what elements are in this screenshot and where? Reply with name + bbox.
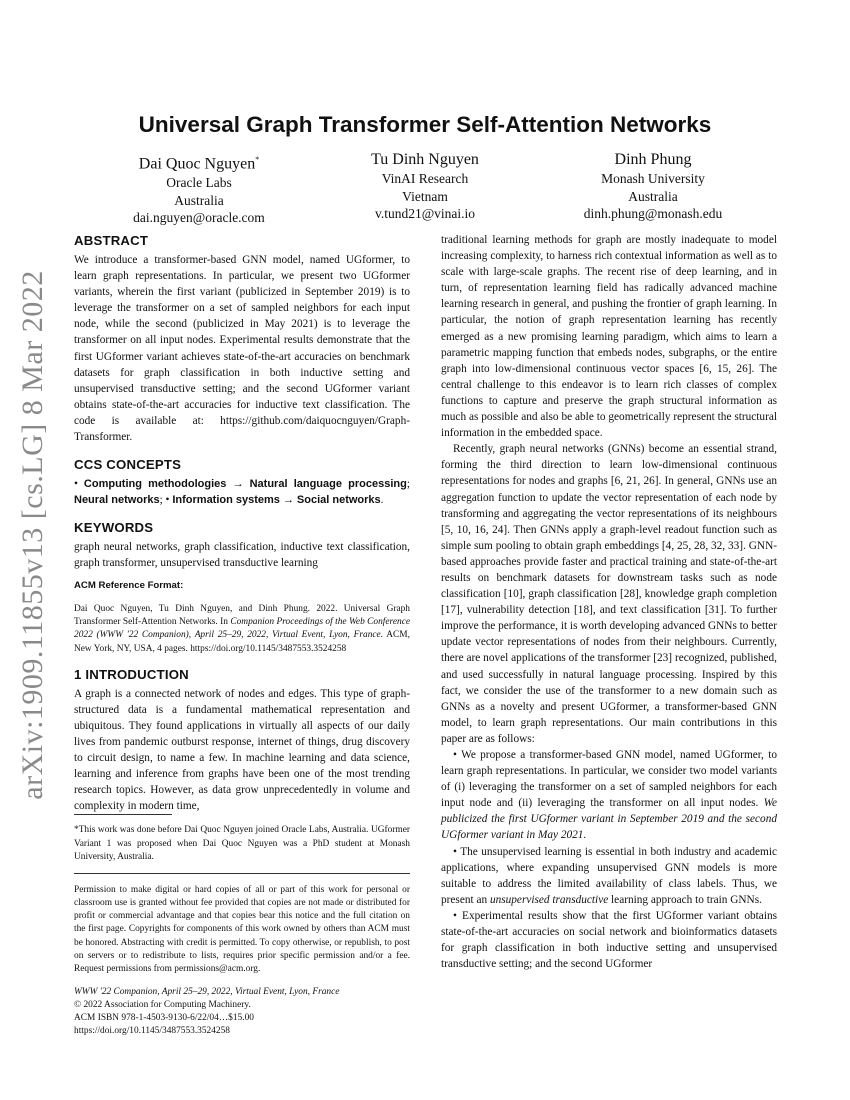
keywords-text: graph neural networks, graph classification, inductive text classification, graph transformer, unsupervised transductive learning <box>74 541 410 570</box>
ccs-text: • Computing methodologies → Natural language processing; Neural networks; • Information systems → Social networks. <box>74 478 411 507</box>
footnote-rule <box>74 814 172 815</box>
author-email: v.tund21@vinai.io <box>374 206 476 221</box>
author-affiliation: Oracle Labs <box>166 175 232 191</box>
author-footnote-mark: * <box>255 155 260 164</box>
copyright-line: © 2022 Association for Computing Machinery. <box>74 999 251 1010</box>
permission-notice: Permission to make digital or hard copies of all or part of this work for personal or classroom use is granted without fee provided that copies are not made or distributed for profit or commercial advantage and that copies bear this notice and the full citation on the first page. Copyrights for components of this work owned by others than ACM must be honored. Abstracting with credit is permitted. To copy otherwise, or republish, to post on servers or to redistribute to lists, requires prior specific permission and/or a fee. Request permissions from permissions@acm.org. <box>74 884 410 974</box>
section-heading: 1 INTRODUCTION <box>74 666 189 682</box>
footnote: *This work was done before Dai Quoc Nguyen joined Oracle Labs, Australia. UGformer Variant 1 was proposed when Dai Quoc Nguyen was a PhD student at Monash University, Australia. <box>74 825 410 862</box>
author-name: Tu Dinh Nguyen <box>371 151 479 168</box>
author-2 <box>300 150 550 223</box>
arxiv-stamp: arXiv:1909.11855v13 [cs.LG] 8 Mar 2022 <box>16 270 49 800</box>
section-heading: KEYWORDS <box>74 520 154 536</box>
introduction-section <box>74 666 410 815</box>
isbn-line: ACM ISBN 978-1-4503-9130-6/22/04…$15.00 <box>74 1013 254 1023</box>
right-column <box>441 232 777 972</box>
author-affiliation: VinAI Research <box>381 171 469 186</box>
acm-reference-heading: ACM Reference Format: <box>74 579 184 591</box>
contribution-bullet-2: • The unsupervised learning is essential in both industry and academic applications, where expanding unsupervised GNN models is more suitable to address the limited availability of class labels. Thus, we present an unsupervised transductive learning approach to train GNNs. <box>441 845 777 906</box>
author-country: Australia <box>174 192 224 208</box>
section-heading: ABSTRACT <box>74 233 149 248</box>
contribution-bullet-3: • Experimental results show that the first UGformer variant obtains state-of-the-art accuracies on social network and bioinformatics datasets for graph classification in both inductive setting and unsupervised transductive setting; and the second UGformer <box>441 909 777 971</box>
abstract-text: We introduce a transformer-based GNN model, named UGformer, to learn graph representations. In particular, we present two UGformer variants, wherein the first variant (publicized in September 2019) is to leverage the transformer on a set of sampled neighbors for each input node, while the second (publicized in May 2021) is to leverage the transformer on all input nodes. Experimental results demonstrate that the first UGformer variant achieves state-of-the-art accuracies on benchmark datasets for graph classification in both inductive setting and unsupervised transductive setting; and the second UGformer variant obtains state-of-the-art accuracies for inductive text classification. The code is available at: https://github.com/daiquocnguyen/Graph-Transformer. <box>74 254 410 444</box>
right-paragraph-1: traditional learning methods for graph are mostly inadequate to model increasing complexity, to harness rich contextual information as well as to scale with large-scale graphs. The recent rise of deep learning, and in turn, of representation learning field has radically advanced machine learning research in general, and pushing the frontier of graph learning. In particular, the notion of graph representation learning has recently emerged as a new promising learning paradigm, which aims to learn a parametric mapping function that embeds nodes, subgraphs, or the entire graph into low-dimensional continuous vector spaces [6, 15, 26]. The central challenge to this endeavor is to learn rich classes of complex functions to capture and preserve the graph structural information as much as possible and also be able to geometrically represent the structural information in the embedded space. <box>441 234 777 440</box>
author-name: Dai Quoc Nguyen <box>138 155 256 173</box>
venue-line: WWW '22 Companion, April 25–29, 2022, Virtual Event, Lyon, France <box>74 986 340 997</box>
left-column <box>74 232 410 826</box>
author-name: Dinh Phung <box>614 151 692 168</box>
permission-rule <box>74 873 410 874</box>
author-1 <box>74 150 324 227</box>
intro-paragraph: A graph is a connected network of nodes and edges. This type of graph-structured data is a fundamental mathematical representation and ubiquitous. They found applications in virtually all aspects of our daily lives from pandemic outburst response, internet of things, drug discovery to circuit design, to name a few. In machine learning and data science, learning and inference from graphs have been one of the most trending research topics. However, as data grow unprecedentedly in volume and complexity in modern time, <box>74 687 410 813</box>
ccs-section <box>74 456 410 508</box>
author-3 <box>528 150 778 223</box>
acm-reference-text: Dai Quoc Nguyen, Tu Dinh Nguyen, and Dinh Phung. 2022. Universal Graph Transformer Self-Attention Networks. In Companion Proceedings of the Web Conference 2022 (WWW '22 Companion), April 25–29, 2022, Virtual Event, Lyon, France. ACM, New York, NY, USA, 4 pages. https://doi.org/10.1145/3487553.3524258 <box>74 603 411 654</box>
section-heading: CCS CONCEPTS <box>74 457 182 473</box>
paper-title: Universal Graph Transformer Self-Attention Networks <box>138 112 712 137</box>
abstract-section <box>74 232 410 445</box>
author-email: dai.nguyen@oracle.com <box>133 210 265 226</box>
acm-reference <box>74 578 410 656</box>
author-email: dinh.phung@monash.edu <box>583 206 723 221</box>
keywords-section <box>74 519 410 571</box>
contribution-bullet-1: • We propose a transformer-based GNN model, named UGformer, to learn graph representations. In particular, we consider two model variants of (i) leveraging the transformer on a set of sampled neighbors for each input node and (ii) leveraging the transformer on all input nodes. We publicized the first UGformer variant in September 2019 and the second UGformer variant in May 2021. <box>441 749 777 842</box>
right-paragraph-2: Recently, graph neural networks (GNNs) become an essential strand, forming the third direction to learn low-dimensional continuous representations for nodes and graphs [6, 21, 26]. In general, GNNs use an aggregation function to update the vector representation of each node by transforming and aggregating the vector representations of its neighbours [5, 10, 16, 24]. Then GNNs apply a graph-level readout function such as simple sum pooling to obtain graph embeddings [4, 25, 28, 32, 33]. GNN-based approaches provide faster and practical training and state-of-the-art results on benchmark datasets for downstream tasks such as node classification [10], graph classification [28], knowledge graph completion [17], vulnerability detection [18], and text classification [31]. To further improve the performance, it is worth developing advanced GNNs to better update vector representations of nodes from their neighbours. Currently, there are novel applications of the transformer [23] recognized, published, and used successfully in natural language processing. Inspired by this fact, we consider the use of the transformer to a new domain such as GNNs as a novelty and present UGformer, a transformer-based GNN model, to learn graph representations. Our main contributions in this paper are as follows: <box>441 443 777 745</box>
author-country: Vietnam <box>402 188 448 204</box>
author-country: Australia <box>628 188 678 204</box>
left-footer <box>74 814 410 1038</box>
doi-link[interactable]: https://doi.org/10.1145/3487553.3524258 <box>74 1026 230 1037</box>
author-affiliation: Monash University <box>601 171 705 186</box>
